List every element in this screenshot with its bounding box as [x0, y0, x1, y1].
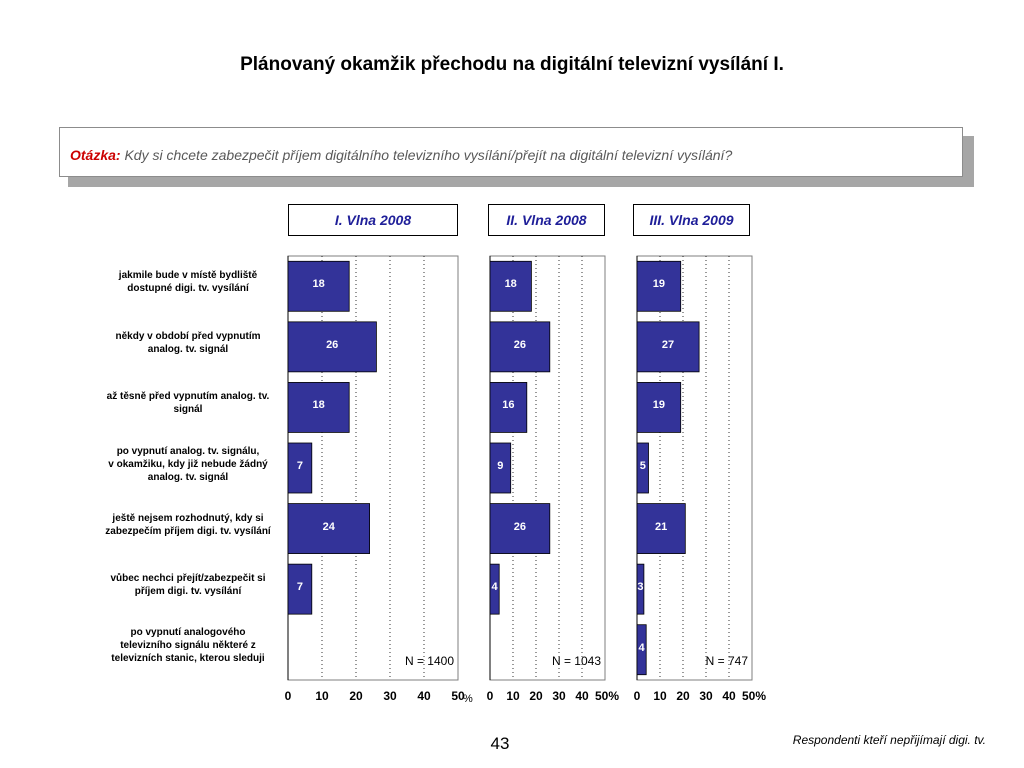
wave-header-2: II. Vlna 2008: [488, 204, 605, 236]
plot-area: [288, 256, 458, 680]
x-tick-label: 30: [699, 689, 713, 703]
category-label-line: po vypnutí analogového: [130, 627, 246, 639]
category-label-line: televizních stanic, kterou sleduji: [111, 653, 265, 665]
category-label-line: až těsně před vypnutím analog. tv.: [106, 391, 270, 403]
category-label-line: jakmile bude v místě bydliště: [118, 270, 258, 282]
x-tick-label: 40: [417, 689, 431, 703]
x-tick-label: 30: [383, 689, 397, 703]
category-label-line: vůbec nechci přejít/zabezpečit si: [110, 573, 266, 585]
bar-value-label: 19: [652, 278, 665, 291]
bar-value-label: 26: [513, 338, 527, 351]
wave-header-1: I. Vlna 2008: [288, 204, 458, 236]
x-tick-label: 50: [451, 689, 465, 703]
bar-value-label: 21: [655, 520, 668, 533]
category-label-line: analog. tv. signál: [147, 343, 229, 355]
bar-value-label: 4: [638, 641, 645, 654]
page-title: Plánovaný okamžik přechodu na digitální televizní vysílání I.: [240, 54, 784, 75]
bar-value-label: 18: [312, 399, 325, 412]
x-tick-label: 30: [552, 689, 566, 703]
bar-value-label: 27: [661, 338, 675, 351]
category-label-line: po vypnutí analog. tv. signálu,: [116, 445, 260, 457]
x-tick-label: 10: [506, 689, 520, 703]
x-tick-label: 0: [633, 689, 641, 703]
x-tick-label: 40: [722, 689, 736, 703]
plot-area: [637, 256, 752, 680]
category-label-line: analog. tv. signál: [147, 471, 229, 483]
category-label-line: signál: [173, 404, 203, 416]
category-label-line: ještě nejsem rozhodnutý, kdy si: [112, 512, 264, 524]
bar-value-label: 16: [502, 399, 515, 412]
page-number: 43: [490, 734, 510, 753]
category-label-line: příjem digi. tv. vysílání: [134, 586, 242, 598]
x-tick-label: 0: [284, 689, 292, 703]
x-tick-label: 20: [529, 689, 543, 703]
x-tick-label: 20: [676, 689, 690, 703]
category-label-line: dostupné digi. tv. vysílání: [127, 283, 249, 295]
bar-value-label: 4: [491, 581, 498, 594]
category-label-line: v okamžiku, kdy již nebude žádný: [108, 458, 268, 470]
footnote: Respondenti kteří nepřijímají digi. tv.: [792, 733, 986, 747]
bar-value-label: 26: [513, 520, 527, 533]
bar-value-label: 9: [497, 460, 504, 472]
bar-value-label: 7: [296, 581, 303, 594]
category-label-line: někdy v období před vypnutím: [115, 330, 261, 342]
x-tick-label: 20: [349, 689, 363, 703]
bar-value-label: 7: [296, 460, 303, 472]
bar-value-label: 5: [639, 460, 646, 472]
category-label-line: zabezpečím příjem digi. tv. vysílání: [105, 525, 271, 537]
question-label: Otázka:: [70, 147, 121, 163]
question-body: Kdy si chcete zabezpečit příjem digitálního televizního vysílání/přejít na digitální televizní vysílání?: [124, 147, 733, 163]
bar-value-label: 18: [312, 278, 325, 291]
sample-size-label: N = 1043: [551, 654, 601, 668]
x-tick-label: 50%: [595, 689, 620, 703]
x-tick-label: 10: [653, 689, 667, 703]
bar-value-label: 24: [322, 520, 335, 533]
bar-value-label: 19: [652, 399, 665, 412]
category-label-line: televizního signálu některé z: [120, 640, 256, 652]
x-tick-label: 40: [575, 689, 589, 703]
x-tick-label: 0: [486, 689, 494, 703]
bar-value-label: 26: [326, 338, 339, 351]
sample-size-label: N = 747: [705, 654, 748, 668]
bar-value-label: 3: [637, 581, 644, 594]
percent-symbol: %: [463, 693, 473, 705]
sample-size-label: N = 1400: [404, 654, 454, 668]
x-tick-label: 10: [315, 689, 329, 703]
x-tick-label: 50%: [742, 689, 767, 703]
wave-header-3: III. Vlna 2009: [633, 204, 750, 236]
bar-value-label: 18: [504, 278, 517, 291]
